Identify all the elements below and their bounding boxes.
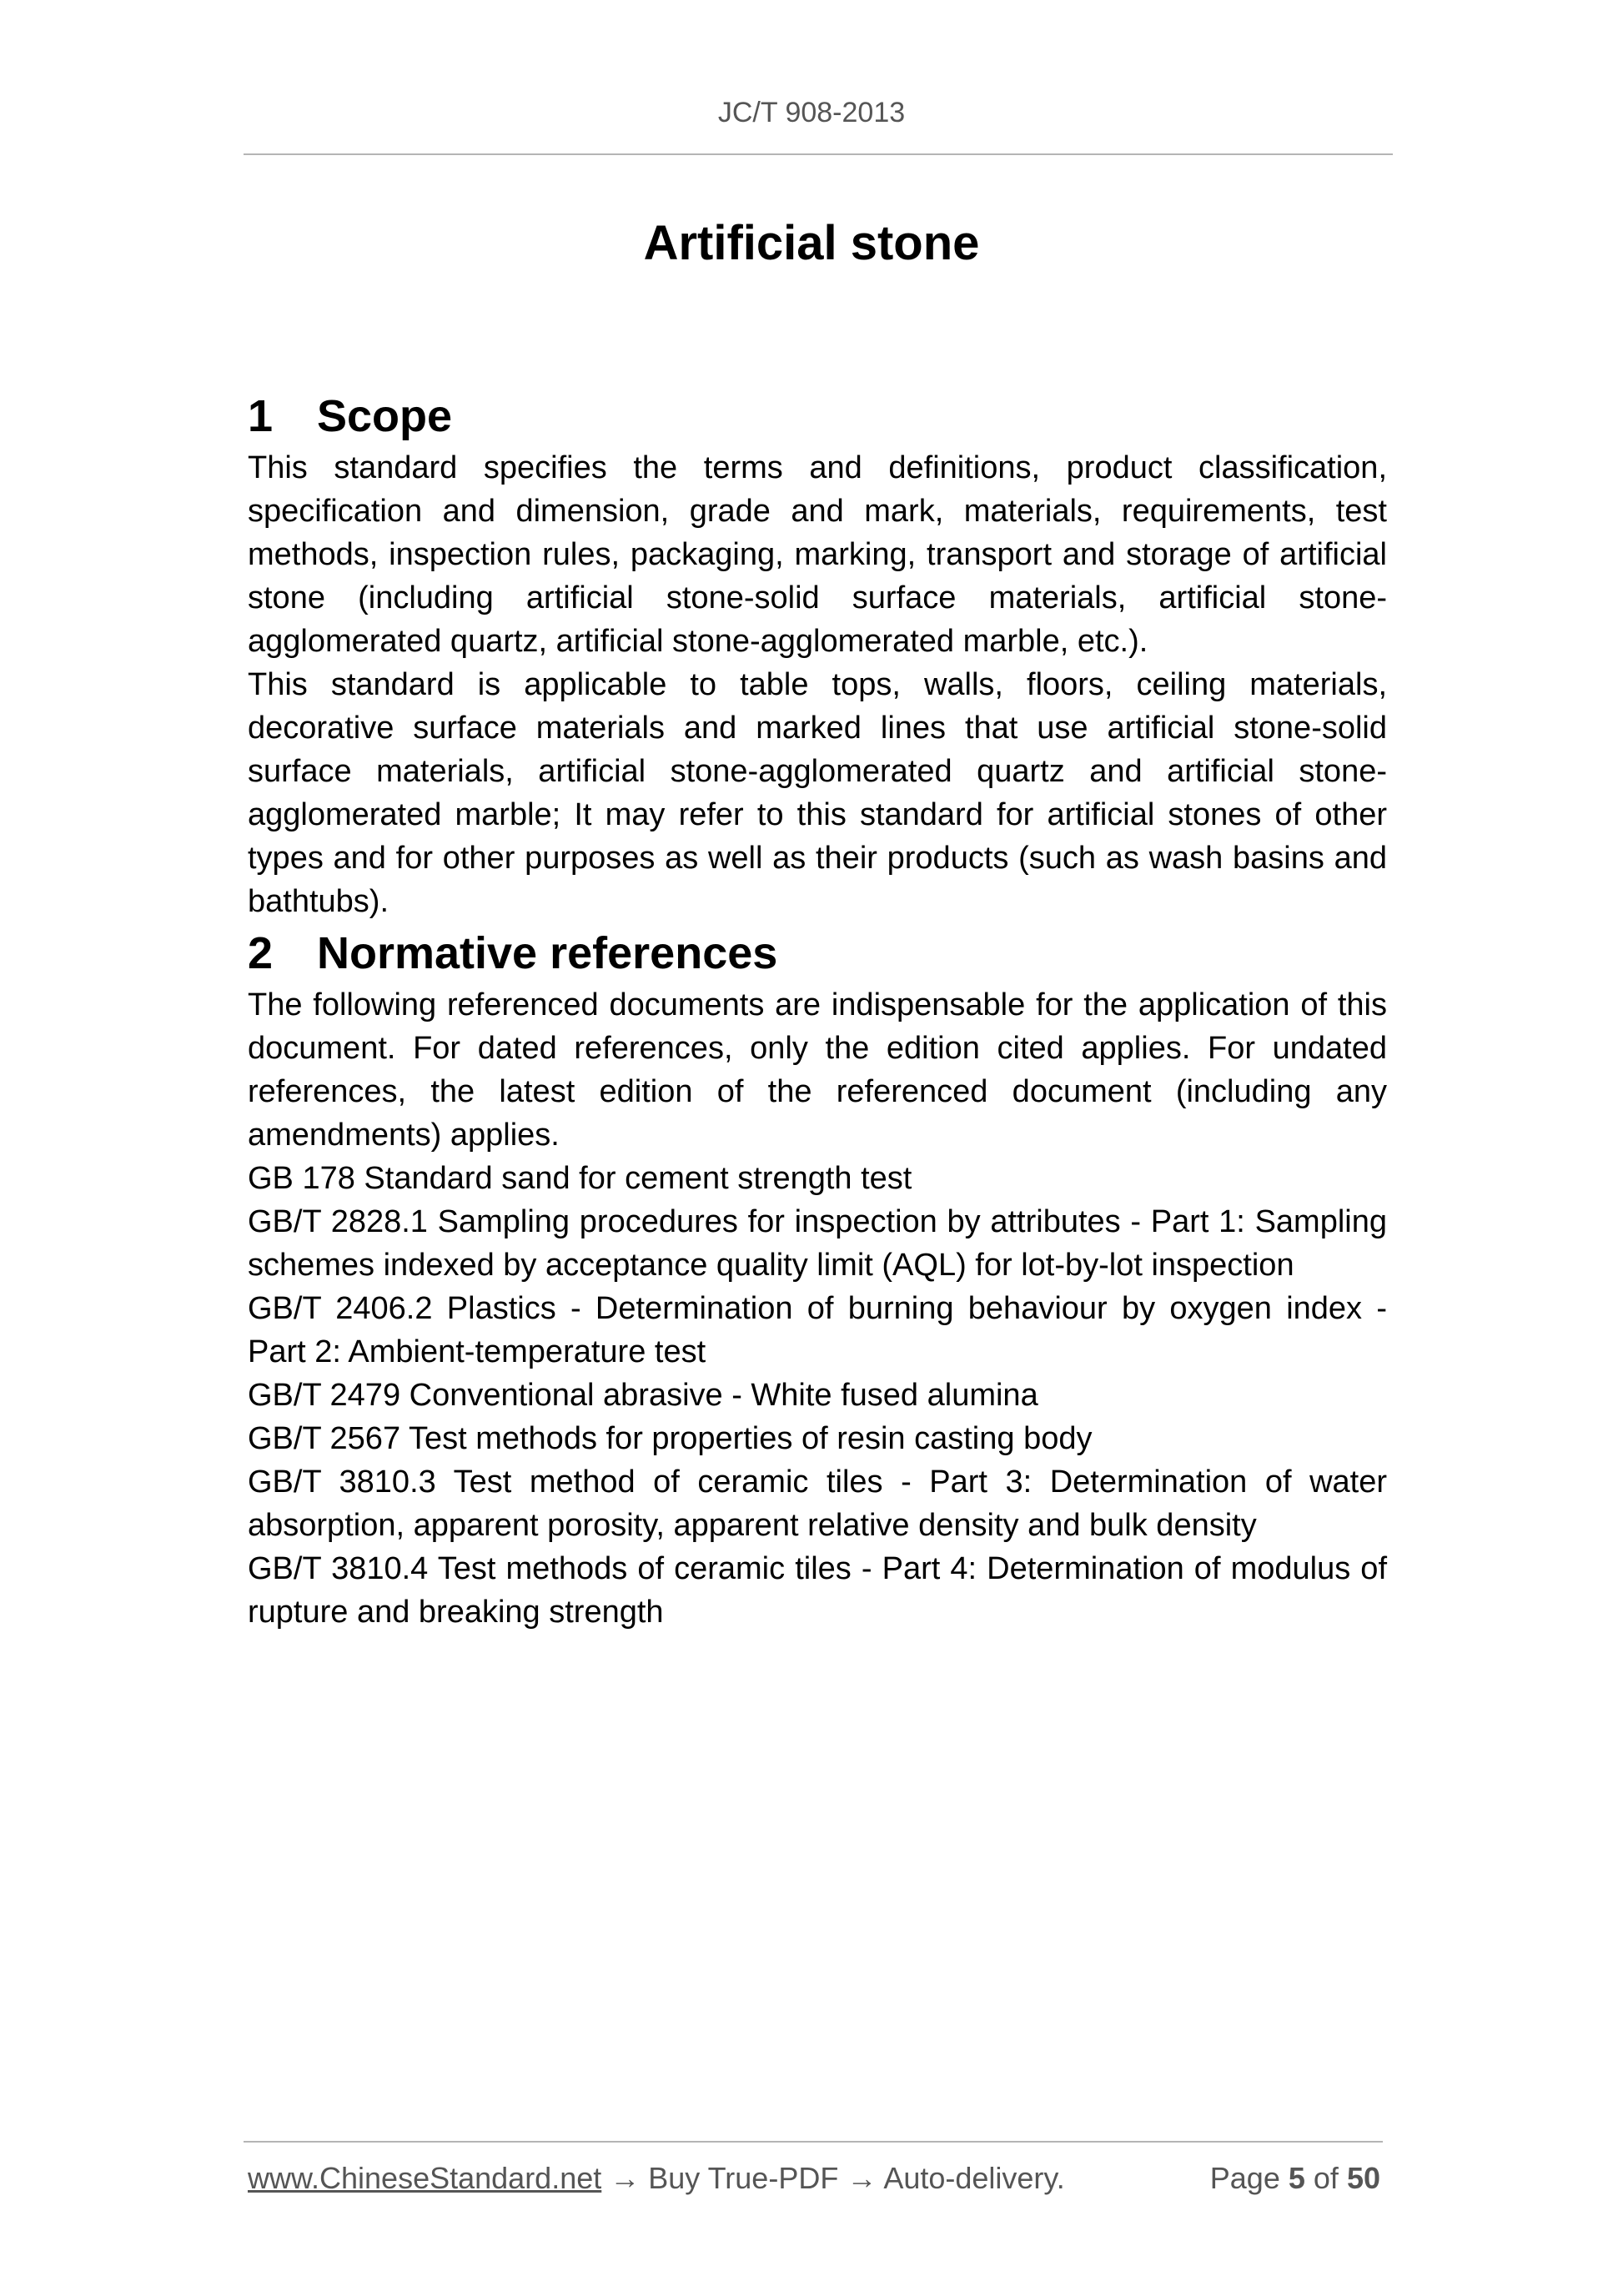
section-heading-normative-references: [248, 923, 1387, 983]
footer-divider: [244, 2141, 1383, 2143]
paragraph: The following referenced documents are indispensable for the application of this document. For dated references, only the edition cited applies. For undated references, the latest edition of the referenced document (including any amendments) applies.: [248, 987, 1387, 1153]
reference-item: GB/T 2567 Test methods for properties of resin casting body: [248, 1421, 1093, 1456]
footer-promo-text: → Buy True-PDF → Auto-delivery.: [601, 2161, 1065, 2195]
reference-item: GB 178 Standard sand for cement strength test: [248, 1161, 912, 1196]
of-label: of: [1313, 2161, 1339, 2195]
section-title: Normative references: [317, 928, 778, 978]
section-number: 2: [248, 928, 274, 978]
reference-item: GB/T 2406.2 Plastics - Determination of burning behaviour by oxygen index - Part 2: Ambient-temperature test: [248, 1291, 1387, 1369]
page-label: Page: [1209, 2161, 1280, 2195]
paragraph: This standard specifies the terms and definitions, product classification, specification and dimension, grade and mark, materials, requirements, test methods, inspection rules, packaging, marking, transport and storage of artificial stone (including artificial stone-solid surface materials, artificial stone-agglomerated quartz, artificial stone-agglomerated marble, etc.).: [248, 450, 1387, 659]
total-pages: 50: [1346, 2161, 1380, 2195]
website-link[interactable]: www.ChineseStandard.net: [248, 2161, 602, 2195]
page-indicator: [1210, 2161, 1380, 2196]
document-body: [248, 386, 1387, 1634]
page-footer: [248, 2161, 1380, 2201]
running-header: JC/T 908-2013: [717, 97, 906, 128]
reference-item: GB/T 3810.3 Test method of ceramic tiles - Part 3: Determination of water absorption, apparent porosity, apparent relative density and bulk density: [248, 1465, 1387, 1543]
paragraph: This standard is applicable to table tops, walls, floors, ceiling materials, decorative surface materials and marked lines that use artificial stone-solid surface materials, artificial stone-agglomerated quartz and artificial stone-agglomerated marble; It may refer to this standard for artificial stones of other types and for other purposes as well as their products (such as wash basins and bathtubs).: [248, 667, 1387, 919]
current-page-number: 5: [1288, 2161, 1305, 2195]
section-title: Scope: [317, 391, 453, 441]
reference-item: GB/T 2479 Conventional abrasive - White fused alumina: [248, 1378, 1038, 1413]
section-number: 1: [248, 391, 274, 441]
reference-item: GB/T 2828.1 Sampling procedures for inspection by attributes - Part 1: Sampling schemes indexed by acceptance quality limit (AQL) for lot-by-lot inspection: [248, 1204, 1387, 1283]
document-title: Artificial stone: [643, 216, 980, 270]
reference-item: GB/T 3810.4 Test methods of ceramic tiles - Part 4: Determination of modulus of rupture and breaking strength: [248, 1551, 1387, 1630]
footer-promo: [248, 2161, 1065, 2196]
header-divider: [244, 153, 1393, 155]
section-heading-scope: [248, 386, 1387, 446]
